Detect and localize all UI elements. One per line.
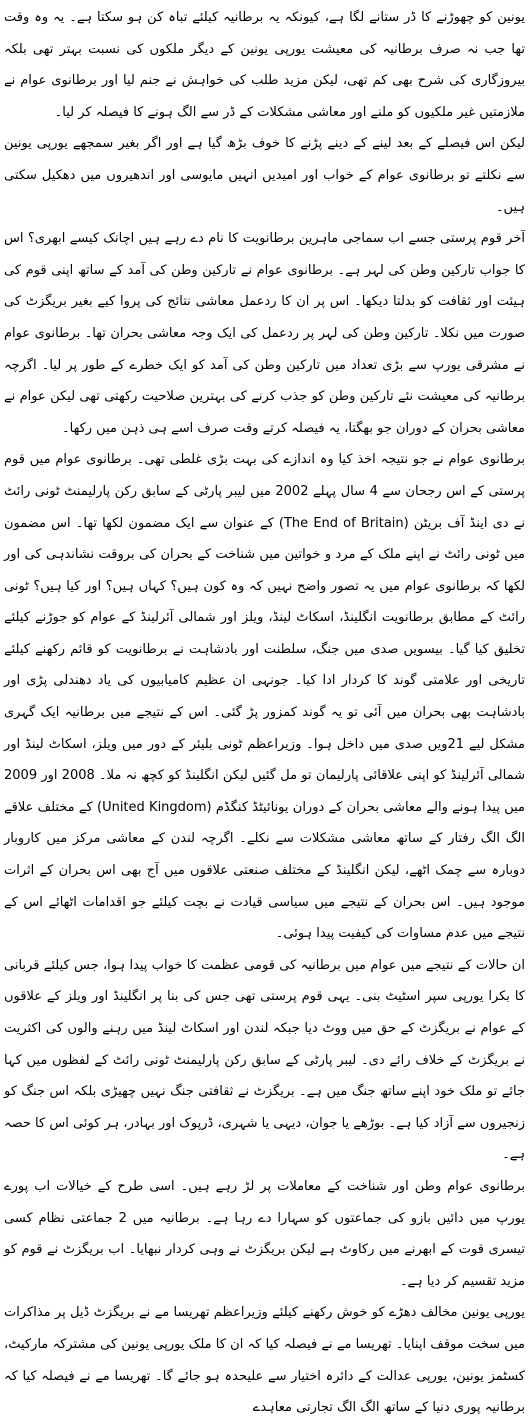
paragraph-theresa-may: یورپی یونین مخالف دھڑے کو خوش رکھنے کیلئے وزیراعظم تھریسا مے نے بریگزٹ ڈیل پر مذاکرات میں سخت موقف اپنایا۔ تھریسا مے نے فیصلہ کیا کہ ان کا ملک یورپی یونین کی مشترکہ مارکیٹ، کسٹمز یونین، یورپی عدالت کے دائرہ اختیار سے علیحدہ ہو جائے گا۔ تھریسا مے نے فیصلہ کیا کہ برطانیہ پوری دنیا کے ساتھ الگ الگ تجارتی معاہدے [4, 1305, 525, 1416]
paragraph-identity-politics: برطانوی عوام وطن اور شناخت کے معاملات پر لڑ رہے ہیں۔ اسی طرح کے خیالات اب پورے یورپ میں دائیں بازو کی جماعتوں کو سہارا دے رہا ہے۔ برطانیہ میں 2 جماعتی نظام کسی تیسری قوت کے ابھرنے میں رکاوٹ ہے لیکن بریگزٹ نے وہی کردار نبھایا۔ اب بریگزٹ نے قوم کو مزید تقسیم کر دیا ہے۔ [4, 1178, 525, 1289]
paragraph-brexit-fear: یونین کو چھوڑنے کا ڈر ستانے لگا ہے، کیونکہ یہ برطانیہ کیلئے تباہ کن ہو سکتا ہے۔ یہ وہ وقت تھا جب نہ صرف برطانیہ کی معیشت یورپی یونین کے دیگر ملکوں کی نسبت بہتر تھی بلکہ بیروزگاری کی شرح بھی کم تھی، لیکن مزید طلب کی خواہش نے جنم لیا اور برطانوی عوام نے ملازمتیں غیر ملکیوں کو ملنے اور معاشی مشکلات کے ڈر سے الگ ہونے کا فیصلہ کر لیا۔ [4, 10, 525, 120]
paragraph-national-greatness: ان حالات کے نتیجے میں عوام میں برطانیہ کی قومی عظمت کا خواب پیدا ہوا، جس کیلئے قربانی کا بکرا یورپی سپر اسٹیٹ بنی۔ یہی قوم پرستی تھی جس کی بنا پر انگلینڈ اور ویلز کے علاقوں کے عوام نے بریگزٹ کے حق میں ووٹ دیا جبکہ لندن اور اسکاٹ لینڈ میں رہنے والوں کی اکثریت نے بریگزٹ کے خلاف رائے دی۔ لیبر پارٹی کے سابق رکن پارلیمنٹ ٹونی رائٹ کے لفظوں میں کہا جائے تو ملک خود اپنے ساتھ جنگ میں ہے۔ بریگزٹ نے ثقافتی جنگ نہیں چھیڑی بلکہ اس جنگ کو زنجیروں سے آزاد کیا ہے۔ بوڑھے یا جوان، دیہی یا شہری، ڈرپوک اور بہادر، ہر کوئی اس کا حصہ ہے۔ [4, 957, 525, 1163]
paragraph-nationalism-immigration: آخر قوم پرستی جسے اب سماجی ماہرین برطانویت کا نام دے رہے ہیں اچانک کیسے ابھری؟ اس کا جواب تارکین وطن کی لہر ہے۔ برطانوی عوام نے تارکین وطن کی آمد کے ساتھ اپنی قوم کی ہیئت اور ثقافت کو بدلتا دیکھا۔ اس پر ان کا ردعمل معاشی نتائج کی پروا کیے بغیر بریگزٹ کی صورت میں نکلا۔ تارکین وطن کی لہر پر ردعمل کی ایک وجہ معاشی بحران تھا۔ برطانوی عوام نے مشرقی یورپ سے بڑی تعداد میں تارکین وطن کی آمد کو ایک خطرے کے طور پر لیا۔ اگرچہ برطانیہ کی معیشت نئے تارکین وطن کو جذب کرنے کی بہترین صلاحیت رکھتی تھی لیکن عوام نے معاشی بحران کے دوران جو بھگتا، یہ فیصلہ کرتے وقت صرف اسے ہی ذہن میں رکھا۔ [4, 231, 525, 436]
paragraph-tony-wright: برطانوی عوام نے جو نتیجہ اخذ کیا وہ اندازے کی بہت بڑی غلطی تھی۔ برطانوی عوام میں قوم پرستی کے اس رجحان سے 4 سال پہلے 2002 میں لیبر پارٹی کے سابق رکن پارلیمنٹ ٹونی رائٹ نے دی اینڈ آف بریٹن (The End of Britain) کے عنوان سے ایک مضمون لکھا تھا۔ اس مضمون میں ٹونی رائٹ نے اپنے ملک کے مرد و خواتین میں شناخت کے بحران کی بروقت نشاندہی کی اور لکھا کہ برطانوی عوام میں یہ تصور واضح نہیں کہ وہ کون ہیں؟ کہاں ہیں؟ اور کیا ہیں؟ ٹونی رائٹ کے مطابق برطانویت انگلینڈ، اسکاٹ لینڈ، ویلز اور شمالی آئرلینڈ کے عوام کو جوڑنے کیلئے تخلیق کیا گیا۔ بیسویں صدی میں جنگ، سلطنت اور بادشاہت نے برطانویت کو قائم رکھنے کیلئے تاریخی اور علامتی گوند کا کردار ادا کیا۔ جونہی ان عظیم کامیابیوں کی یاد دھندلی پڑی اور بادشاہت بھی بحران میں آئی تو یہ گوند کمزور پڑ گئی۔ اس کے نتیجے میں برطانیہ ایک گہری مشکل لیے 21ویں صدی میں داخل ہوا۔ وزیراعظم ٹونی بلیئر کے دور میں ویلز، اسکاٹ لینڈ اور شمالی آئرلینڈ کو اپنی علاقائی پارلیمان تو مل گئیں لیکن انگلینڈ کو کچھ نہ ملا۔ 2008 اور 2009 میں پیدا ہونے والے معاشی بحران کے دوران یونائیٹڈ کنگڈم (United Kingdom) کے مختلف علاقے الگ الگ رفتار کے ساتھ معاشی مشکلات سے نکلے۔ اگرچہ لندن کے معاشی مرکز میں کاروبار دوبارہ سے چمک اٹھے، لیکن انگلینڈ کے مختلف صنعتی علاقوں میں آج بھی اس بحران کے اثرات موجود ہیں۔ اس بحران کے نتیجے میں سیاسی قیادت نے بچت کیلئے جو اقدامات اٹھائے اس کے نتیجے میں عدم مساوات کی کیفیت پیدا ہوئی۔ [4, 452, 526, 942]
paragraph-fear-consequences: لیکن اس فیصلے کے بعد لینے کے دینے پڑنے کا خوف بڑھ گیا ہے اور اگر بغیر سمجھے یورپی یونین سے نکلتے تو برطانوی عوام کے خواب اور امیدیں انہیں مایوسی اور اندھیروں میں دھکیل سکتی ہیں۔ [4, 136, 525, 215]
